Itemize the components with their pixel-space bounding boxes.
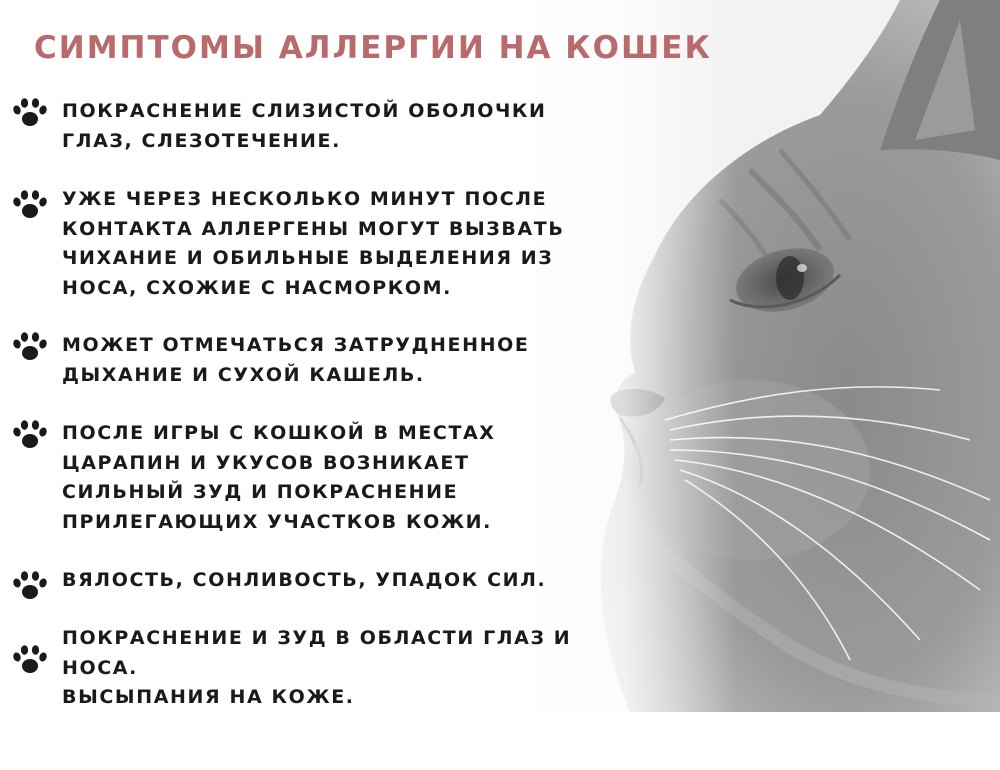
symptom-text: ПОСЛЕ ИГРЫ С КОШКОЙ В МЕСТАХ ЦАРАПИН И УКУСОВ ВОЗНИКАЕТ СИЛЬНЫЙ ЗУД И ПОКРАСНЕНИЕ ПРИЛЕГАЮЩИХ УЧАСТКОВ КОЖИ. bbox=[62, 422, 496, 533]
paw-icon bbox=[12, 570, 48, 602]
page-title: СИМПТОМЫ АЛЛЕРГИИ НА КОШЕК bbox=[34, 30, 712, 66]
bottom-margin bbox=[0, 712, 1000, 770]
symptom-text: УЖЕ ЧЕРЕЗ НЕСКОЛЬКО МИНУТ ПОСЛЕ КОНТАКТА АЛЛЕРГЕНЫ МОГУТ ВЫЗВАТЬ ЧИХАНИЕ И ОБИЛЬНЫЕ ВЫДЕЛЕНИЯ ИЗ НОСА, СХОЖИЕ С НАСМОРКОМ. bbox=[62, 188, 565, 299]
symptom-text: ВЯЛОСТЬ, СОНЛИВОСТЬ, УПАДОК СИЛ. bbox=[62, 569, 547, 591]
symptom-text: ПОКРАСНЕНИЕ И ЗУД В ОБЛАСТИ ГЛАЗ И НОСА. ВЫСЫПАНИЯ НА КОЖЕ. bbox=[62, 627, 572, 708]
symptom-text: ПОКРАСНЕНИЕ СЛИЗИСТОЙ ОБОЛОЧКИ ГЛАЗ, СЛЕЗОТЕЧЕНИЕ. bbox=[62, 100, 547, 152]
paw-icon bbox=[12, 331, 48, 363]
paw-icon bbox=[12, 97, 48, 129]
paw-icon bbox=[12, 189, 48, 221]
symptom-text: МОЖЕТ ОТМЕЧАТЬСЯ ЗАТРУДНЕННОЕ ДЫХАНИЕ И СУХОЙ КАШЕЛЬ. bbox=[62, 334, 530, 386]
paw-icon bbox=[12, 644, 48, 676]
paw-icon bbox=[12, 419, 48, 451]
